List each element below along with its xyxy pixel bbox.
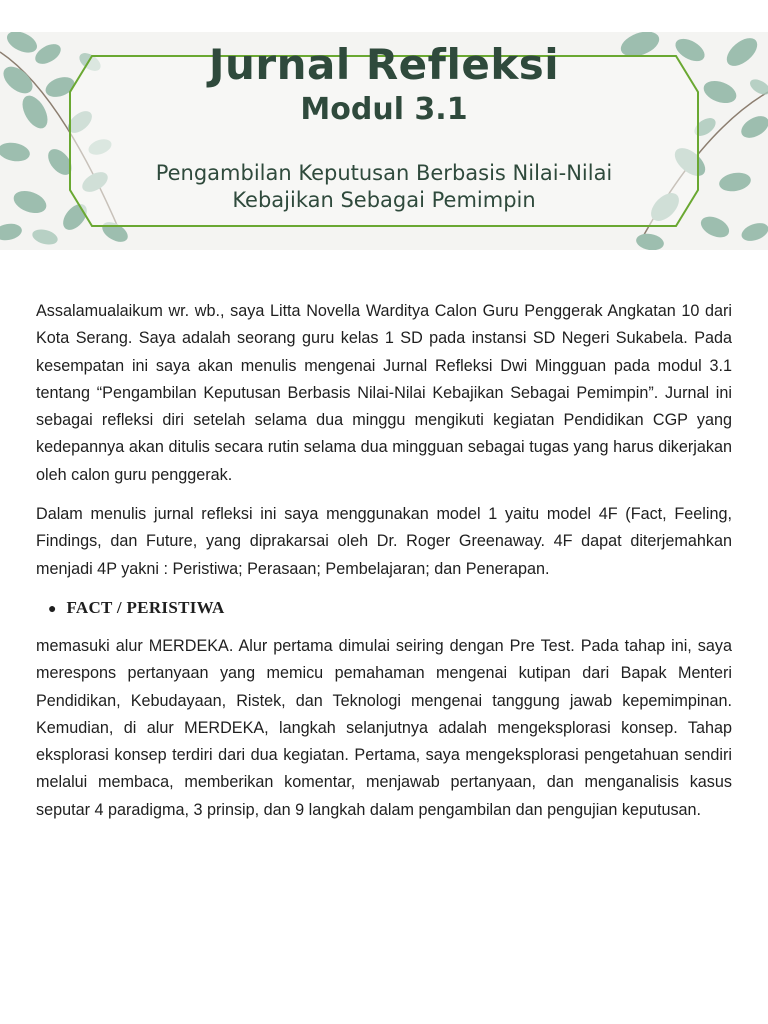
topic-line-2: Kebajikan Sebagai Pemimpin <box>232 188 536 212</box>
article-body <box>36 298 732 836</box>
page-title: Jurnal Refleksi <box>208 40 560 89</box>
fact-paragraph: memasuki alur MERDEKA. Alur pertama dimulai seiring dengan Pre Test. Pada tahap ini, saya merespons pertanyaan yang memicu pemahaman mengenai kutipan dari Bapak Menteri Pendidikan, Kebudayaan, Ristek, dan Teknologi mengenai tanggung jawab kepemimpinan. Kemudian, di alur MERDEKA, langkah selanjutnya adalah mengeksplorasi konsep. Tahap eksplorasi konsep terdiri dari dua kegiatan. Pertama, saya mengeksplorasi pengetahuan sendiri melalui membaca, memberikan komentar, menjawab pertanyaan, dan menganalisis kasus seputar 4 paradigma, 3 prinsip, dan 9 langkah dalam pengambilan dan pengujian keputusan. <box>36 636 732 819</box>
section-heading: FACT / PERISTIWA <box>66 597 225 617</box>
section-heading-bullet <box>36 595 732 621</box>
bullet-dot-icon: ● <box>48 599 57 616</box>
module-topic <box>0 160 768 214</box>
module-subtitle: Modul 3.1 <box>300 92 468 127</box>
method-paragraph: Dalam menulis jurnal refleksi ini saya menggunakan model 1 yaitu model 4F (Fact, Feeling, Findings, dan Future, yang diprakarsai oleh Dr. Roger Greenaway. 4F dapat diterjemahkan menjadi 4P yakni : Peristiwa; Perasaan; Pembelajaran; dan Penerapan. <box>36 505 732 578</box>
intro-paragraph: Assalamualaikum wr. wb., saya Litta Novella Warditya Calon Guru Penggerak Angkatan 10 dari Kota Serang. Saya adalah seorang guru kelas 1 SD pada instansi SD Negeri Sukabela. Pada kesempatan ini saya akan menulis mengenai Jurnal Refleksi Dwi Mingguan pada modul 3.1 tentang “Pengambilan Keputusan Berbasis Nilai-Nilai Kebajikan Sebagai Pemimpin”. Jurnal ini sebagai refleksi diri setelah selama dua minggu mengikuti kegiatan Pendidikan CGP yang kedepannya akan ditulis secara rutin selama dua mingguan sebagai tugas yang harus dikerjakan oleh calon guru penggerak. <box>36 302 732 484</box>
topic-line-1: Pengambilan Keputusan Berbasis Nilai-Nilai <box>155 161 613 185</box>
